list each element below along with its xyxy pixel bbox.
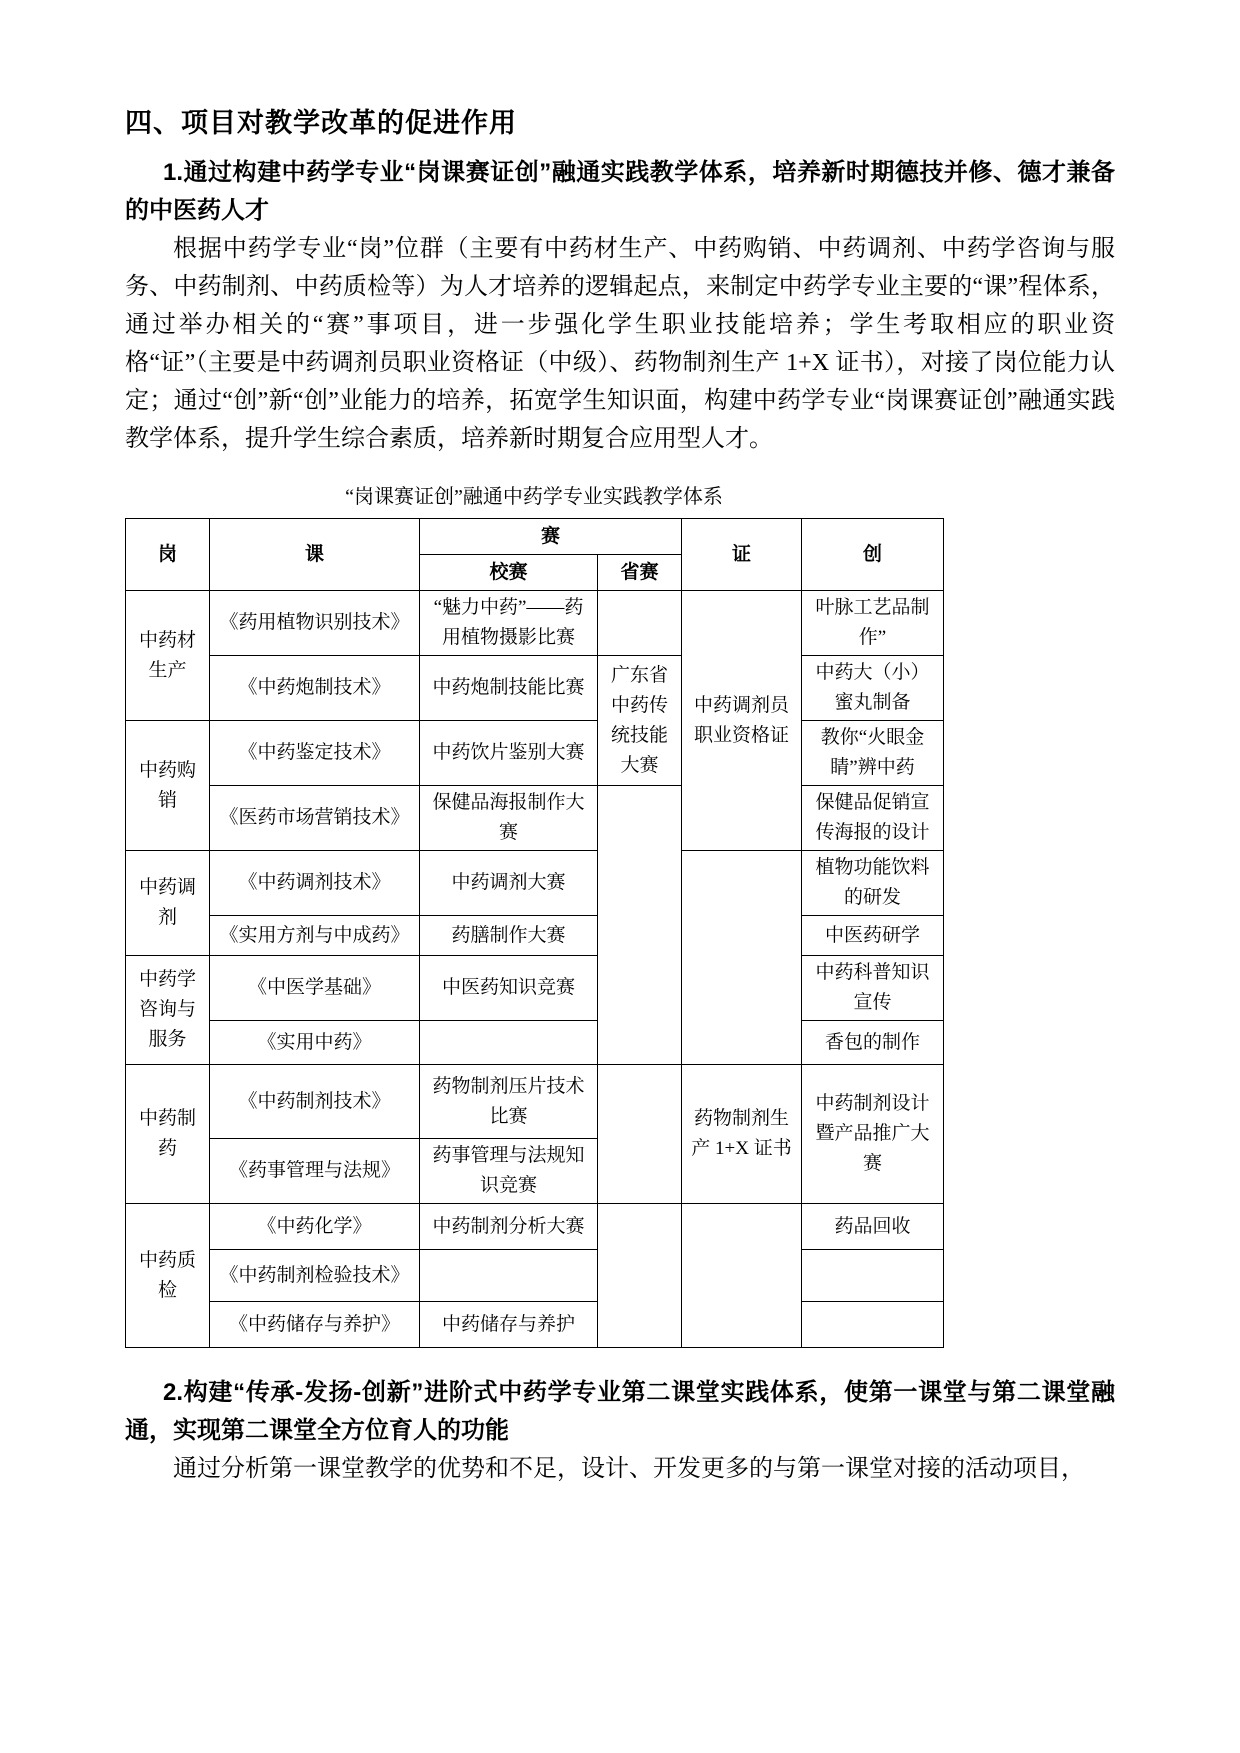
cell-course: 《实用中药》 [210, 1021, 420, 1065]
col-header-competition: 赛 [420, 519, 682, 555]
subsection-1-heading: 1.通过构建中药学专业“岗课赛证创”融通实践教学体系，培养新时期德技并修、德才兼备的中医药人才 [125, 159, 1115, 224]
paragraph-2: 通过分析第一课堂教学的优势和不足，设计、开发更多的与第一课堂对接的活动项目， [173, 1456, 1085, 1482]
cell-certificate [682, 1204, 802, 1348]
table-row [126, 786, 944, 851]
cell-course: 《中药储存与养护》 [210, 1302, 420, 1348]
cell-school-competition: 药膳制作大赛 [420, 916, 598, 956]
table-row [126, 1204, 944, 1250]
cell-course: 《中药炮制技术》 [210, 656, 420, 721]
cell-school-competition [420, 1250, 598, 1302]
cell-school-competition: 中药调剂大赛 [420, 851, 598, 916]
cell-innovation: 药品回收 [802, 1204, 944, 1250]
table-row [126, 1065, 944, 1139]
cell-school-competition: 中药饮片鉴别大赛 [420, 721, 598, 786]
cell-post-group: 中药制药 [126, 1065, 210, 1204]
table-row [126, 591, 944, 656]
table-row [126, 851, 944, 916]
cell-post-group: 中药质检 [126, 1204, 210, 1348]
cell-innovation: 保健品促销宣传海报的设计 [802, 786, 944, 851]
cell-innovation: 植物功能饮料的研发 [802, 851, 944, 916]
table-row [126, 956, 944, 1021]
cell-certificate [682, 851, 802, 1065]
table-row [126, 721, 944, 786]
col-header-post: 岗 [126, 519, 210, 591]
cell-innovation: 叶脉工艺品制作” [802, 591, 944, 656]
cell-course: 《中药鉴定技术》 [210, 721, 420, 786]
cell-course: 《药用植物识别技术》 [210, 591, 420, 656]
cell-province-competition: 广东省中药传统技能大赛 [598, 656, 682, 786]
cell-course: 《中药制剂检验技术》 [210, 1250, 420, 1302]
table-row [126, 1021, 944, 1065]
table-row [126, 1302, 944, 1348]
cell-innovation: 中药大（小）蜜丸制备 [802, 656, 944, 721]
cell-course: 《中药化学》 [210, 1204, 420, 1250]
cell-course: 《实用方剂与中成药》 [210, 916, 420, 956]
subsection-2-heading: 2.构建“传承-发扬-创新”进阶式中药学专业第二课堂实践体系，使第一课堂与第二课堂融通，实现第二课堂全方位育人的功能 [125, 1379, 1115, 1444]
cell-post-group: 中药学咨询与服务 [126, 956, 210, 1065]
table-row [126, 656, 944, 721]
cell-province-competition [598, 786, 682, 1065]
cell-school-competition [420, 1021, 598, 1065]
paragraph-1: 根据中药学专业“岗”位群（主要有中药材生产、中药购销、中药调剂、中药学咨询与服务、中药制剂、中药质检等）为人才培养的逻辑起点，来制定中药学专业主要的“课”程体系，通过举办相关的“赛”事项目，进一步强化学生职业技能培养；学生考取相应的职业资格“证”（主要是中药调剂员职业资格证（中级）、药物制剂生产 1+X 证书），对接了岗位能力认定；通过“创”新“创”业能力的培养，拓宽学生知识面，构建中药学专业“岗课赛证创”融通实践教学体系，提升学生综合素质，培养新时期复合应用型人才。 [125, 236, 1115, 452]
cell-school-competition: 药事管理与法规知识竞赛 [420, 1139, 598, 1204]
col-header-innovation: 创 [802, 519, 944, 591]
cell-school-competition: 药物制剂压片技术比赛 [420, 1065, 598, 1139]
cell-course: 《中药制剂技术》 [210, 1065, 420, 1139]
cell-course: 《中医学基础》 [210, 956, 420, 1021]
table-caption: “岗课赛证创”融通中药学专业实践教学体系 [345, 486, 723, 508]
cell-innovation: 香包的制作 [802, 1021, 944, 1065]
table-row [126, 1250, 944, 1302]
cell-innovation: 中医药研学 [802, 916, 944, 956]
cell-post-group: 中药调剂 [126, 851, 210, 956]
cell-course: 《中药调剂技术》 [210, 851, 420, 916]
cell-province-competition [598, 1204, 682, 1348]
practice-system-table [125, 518, 944, 1348]
cell-school-competition: “魅力中药”——药用植物摄影比赛 [420, 591, 598, 656]
table-header-row-1 [126, 519, 944, 555]
cell-province-competition [598, 1065, 682, 1204]
cell-course: 《医药市场营销技术》 [210, 786, 420, 851]
col-header-province-competition: 省赛 [598, 555, 682, 591]
cell-province-competition [598, 591, 682, 656]
cell-school-competition: 中药制剂分析大赛 [420, 1204, 598, 1250]
col-header-certificate: 证 [682, 519, 802, 591]
cell-school-competition: 中药储存与养护 [420, 1302, 598, 1348]
cell-school-competition: 中医药知识竞赛 [420, 956, 598, 1021]
cell-school-competition: 中药炮制技能比赛 [420, 656, 598, 721]
col-header-school-competition: 校赛 [420, 555, 598, 591]
cell-innovation [802, 1250, 944, 1302]
table-row [126, 916, 944, 956]
cell-innovation [802, 1302, 944, 1348]
section-title: 四、项目对教学改革的促进作用 [125, 108, 517, 138]
cell-course: 《药事管理与法规》 [210, 1139, 420, 1204]
cell-post-group: 中药材生产 [126, 591, 210, 721]
cell-certificate: 中药调剂员职业资格证 [682, 591, 802, 851]
col-header-course: 课 [210, 519, 420, 591]
cell-innovation: 中药制剂设计暨产品推广大赛 [802, 1065, 944, 1204]
cell-innovation: 教你“火眼金睛”辨中药 [802, 721, 944, 786]
cell-certificate: 药物制剂生产 1+X 证书 [682, 1065, 802, 1204]
cell-innovation: 中药科普知识宣传 [802, 956, 944, 1021]
cell-post-group: 中药购销 [126, 721, 210, 851]
cell-school-competition: 保健品海报制作大赛 [420, 786, 598, 851]
